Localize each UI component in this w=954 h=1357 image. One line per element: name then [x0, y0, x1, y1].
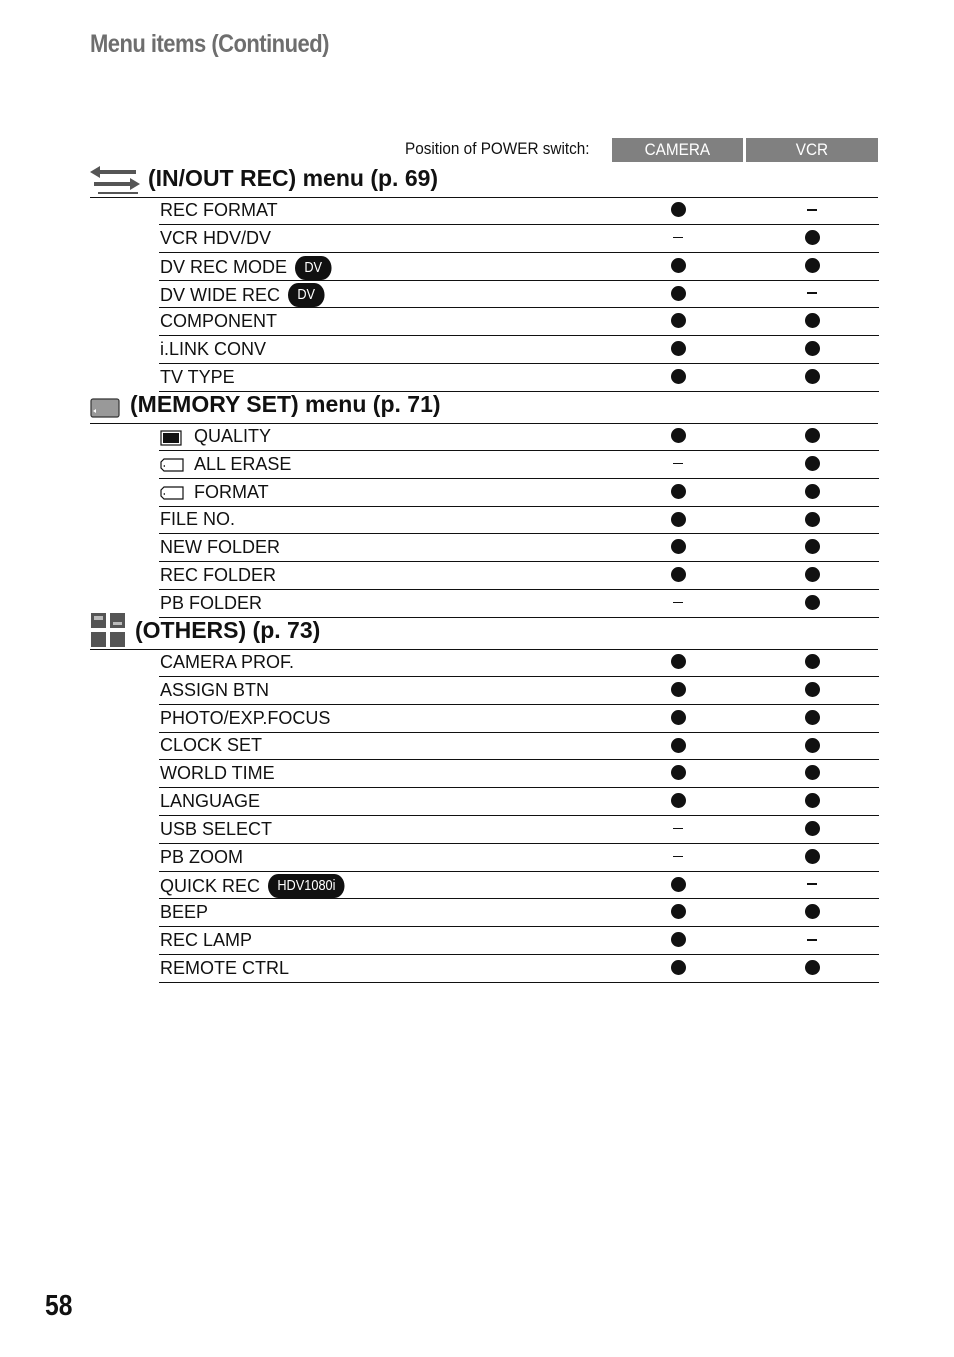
row-label: [160, 311, 277, 332]
row-label: [160, 847, 243, 868]
row-label: [160, 537, 280, 558]
camera-availability: [668, 594, 688, 614]
section-title: (OTHERS) (p. 73): [135, 617, 321, 643]
available-dot: [805, 313, 820, 328]
row-label-text: PHOTO/EXP.FOCUS: [160, 707, 331, 728]
row-label: [160, 283, 331, 307]
camera-availability: [668, 903, 688, 923]
vcr-availability: [802, 538, 822, 558]
row-label: [160, 509, 235, 530]
row-label: [160, 708, 330, 729]
table-row: [159, 506, 879, 534]
memory-stick-icon: [160, 485, 182, 499]
available-dot: [671, 539, 686, 554]
memory-stick-icon: [160, 457, 182, 471]
camera-availability: [668, 229, 688, 249]
row-label: [160, 367, 235, 388]
vcr-availability: [802, 820, 822, 840]
row-label-text: QUALITY: [194, 426, 272, 446]
available-dot: [805, 484, 820, 499]
camera-availability: [668, 510, 688, 530]
vcr-availability: [802, 959, 822, 979]
available-dot: [805, 765, 820, 780]
available-dot: [671, 313, 686, 328]
row-label-text: QUICK REC: [160, 875, 261, 896]
table-row: [159, 649, 879, 677]
vcr-availability: [802, 709, 822, 729]
format-badge: DV: [295, 256, 331, 280]
available-dot: [671, 738, 686, 753]
row-label-text: PB FOLDER: [160, 592, 263, 613]
available-dot: [805, 341, 820, 356]
not-available-dash: [807, 292, 817, 294]
available-dot: [671, 877, 686, 892]
table-row: [159, 760, 879, 788]
row-label: [160, 763, 275, 784]
available-dot: [805, 654, 820, 669]
camera-availability: [668, 820, 688, 840]
vcr-availability: [802, 427, 822, 447]
vcr-availability: [802, 368, 822, 388]
vcr-availability: [802, 284, 822, 304]
row-label-text: ALL ERASE: [194, 453, 292, 474]
row-label: [160, 565, 276, 586]
row-label: [160, 454, 291, 475]
camera-availability: [668, 875, 688, 895]
vcr-availability: [802, 483, 822, 503]
row-label: [160, 791, 260, 812]
row-label-text: NEW FOLDER: [160, 537, 281, 558]
camera-availability: [668, 455, 688, 475]
camera-availability: [668, 848, 688, 868]
row-label-text: REC FORMAT: [160, 200, 278, 220]
row-label: [160, 482, 269, 503]
camera-availability: [668, 764, 688, 784]
available-dot: [671, 258, 686, 273]
table-row: [159, 788, 879, 816]
table-row: [159, 871, 879, 899]
not-available-dash: [673, 237, 683, 239]
row-label: [160, 593, 262, 614]
table-row: [159, 927, 879, 955]
available-dot: [805, 539, 820, 554]
in-out-arrows-icon: [90, 165, 140, 195]
row-label-text: USB SELECT: [160, 818, 273, 839]
table-row: [159, 732, 879, 760]
available-dot: [805, 710, 820, 725]
available-dot: [805, 428, 820, 443]
row-label-text: TV TYPE: [160, 366, 235, 387]
row-label-text: LANGUAGE: [160, 791, 261, 811]
available-dot: [671, 286, 686, 301]
row-label-text: REC LAMP: [160, 930, 253, 950]
row-label: [160, 819, 272, 840]
row-label: [160, 930, 252, 951]
available-dot: [671, 793, 686, 808]
row-label: [160, 200, 278, 221]
row-label-text: BEEP: [160, 902, 209, 923]
vcr-availability: [802, 201, 822, 221]
section-title: (MEMORY SET) menu (p. 71): [130, 391, 441, 417]
row-label-text: i.LINK CONV: [160, 339, 267, 359]
vcr-availability: [802, 764, 822, 784]
table-row: [159, 677, 879, 705]
camera-availability: [668, 681, 688, 701]
section-in-out-rec: [90, 163, 878, 198]
vcr-availability: [802, 792, 822, 812]
power-switch-label: Position of POWER switch:: [405, 139, 590, 158]
table-row: [159, 423, 879, 451]
not-available-dash: [807, 209, 817, 211]
row-label: [160, 874, 358, 898]
table-row: [159, 955, 879, 983]
camera-column-header: CAMERA: [612, 138, 743, 162]
available-dot: [805, 512, 820, 527]
camera-availability: [668, 340, 688, 360]
camera-availability: [668, 483, 688, 503]
vcr-availability: [802, 455, 822, 475]
vcr-availability: [802, 510, 822, 530]
page-heading: Menu items (Continued): [90, 30, 329, 58]
table-row: [159, 225, 879, 253]
vcr-availability: [802, 653, 822, 673]
camera-availability: [668, 931, 688, 951]
row-label-text: DV WIDE REC: [160, 284, 281, 305]
row-label-text: COMPONENT: [160, 311, 277, 332]
available-dot: [671, 960, 686, 975]
available-dot: [805, 595, 820, 610]
table-row: [159, 364, 879, 392]
table-row: [159, 336, 879, 364]
available-dot: [671, 765, 686, 780]
vcr-availability: [802, 736, 822, 756]
camera-availability: [668, 201, 688, 221]
table-row: [159, 816, 879, 844]
row-label-text: ASSIGN BTN: [160, 679, 270, 700]
row-label-text: VCR HDV/DV: [160, 227, 272, 248]
row-label: [160, 735, 262, 756]
available-dot: [805, 369, 820, 384]
available-dot: [805, 738, 820, 753]
not-available-dash: [673, 463, 683, 465]
camera-availability: [668, 312, 688, 332]
camera-availability: [668, 566, 688, 586]
available-dot: [671, 341, 686, 356]
available-dot: [805, 258, 820, 273]
camera-availability: [668, 709, 688, 729]
vcr-availability: [802, 848, 822, 868]
available-dot: [805, 230, 820, 245]
row-label: [160, 339, 266, 360]
available-dot: [671, 202, 686, 217]
available-dot: [805, 456, 820, 471]
row-label-text: FORMAT: [194, 481, 269, 502]
row-label: [160, 652, 294, 673]
available-dot: [671, 710, 686, 725]
vcr-availability: [802, 257, 822, 277]
vcr-availability: [802, 340, 822, 360]
camera-availability: [668, 538, 688, 558]
table-row: [159, 534, 879, 562]
available-dot: [805, 682, 820, 697]
table-row: [159, 451, 879, 479]
not-available-dash: [673, 856, 683, 858]
table-row: [159, 479, 879, 507]
not-available-dash: [673, 602, 683, 604]
section-title: (IN/OUT REC) menu (p. 69): [148, 165, 439, 191]
vcr-availability: [802, 903, 822, 923]
camera-availability: [668, 959, 688, 979]
vcr-availability: [802, 312, 822, 332]
available-dot: [671, 512, 686, 527]
available-dot: [671, 369, 686, 384]
vcr-column-header: VCR: [746, 138, 878, 162]
table-row: [159, 899, 879, 927]
section-memory-set: [90, 389, 878, 424]
table-row: [159, 590, 879, 618]
camera-availability: [668, 427, 688, 447]
camera-availability: [668, 257, 688, 277]
row-label-text: PB ZOOM: [160, 846, 244, 867]
memory-card-icon: [90, 397, 120, 419]
available-dot: [805, 821, 820, 836]
table-row: [159, 562, 879, 590]
camera-availability: [668, 368, 688, 388]
vcr-availability: [802, 229, 822, 249]
available-dot: [805, 793, 820, 808]
row-label-text: FILE NO.: [160, 509, 236, 530]
table-row: [159, 705, 879, 733]
row-label: [160, 958, 289, 979]
row-label: [160, 426, 271, 447]
not-available-dash: [673, 828, 683, 830]
table-row: [159, 253, 879, 281]
camera-availability: [668, 284, 688, 304]
row-label-text: DV REC MODE: [160, 257, 288, 278]
row-label-text: CLOCK SET: [160, 735, 263, 756]
vcr-availability: [802, 566, 822, 586]
available-dot: [671, 682, 686, 697]
available-dot: [671, 932, 686, 947]
others-grid-icon: [90, 612, 126, 648]
row-label-text: WORLD TIME: [160, 763, 275, 784]
quality-icon: [160, 430, 182, 444]
row-label: [160, 256, 338, 280]
available-dot: [671, 904, 686, 919]
row-label: [160, 902, 208, 923]
available-dot: [671, 567, 686, 582]
camera-availability: [668, 653, 688, 673]
page-number: 58: [45, 1290, 73, 1322]
camera-availability: [668, 792, 688, 812]
available-dot: [805, 904, 820, 919]
vcr-availability: [802, 931, 822, 951]
table-row: [159, 308, 879, 336]
table-row: [159, 197, 879, 225]
format-badge: HDV1080i: [268, 874, 345, 898]
table-row: [159, 280, 879, 308]
table-row: [159, 844, 879, 872]
row-label-text: REC FOLDER: [160, 565, 277, 585]
available-dot: [805, 849, 820, 864]
row-label: [160, 680, 269, 701]
row-label-text: REMOTE CTRL: [160, 957, 290, 978]
not-available-dash: [807, 883, 817, 885]
format-badge: DV: [288, 283, 324, 307]
available-dot: [671, 428, 686, 443]
vcr-availability: [802, 681, 822, 701]
section-others: [90, 615, 878, 650]
vcr-availability: [802, 594, 822, 614]
available-dot: [671, 484, 686, 499]
available-dot: [805, 960, 820, 975]
not-available-dash: [807, 939, 817, 941]
row-label: [160, 228, 271, 249]
available-dot: [805, 567, 820, 582]
vcr-availability: [802, 875, 822, 895]
available-dot: [671, 654, 686, 669]
camera-availability: [668, 736, 688, 756]
row-label-text: CAMERA PROF.: [160, 652, 295, 672]
